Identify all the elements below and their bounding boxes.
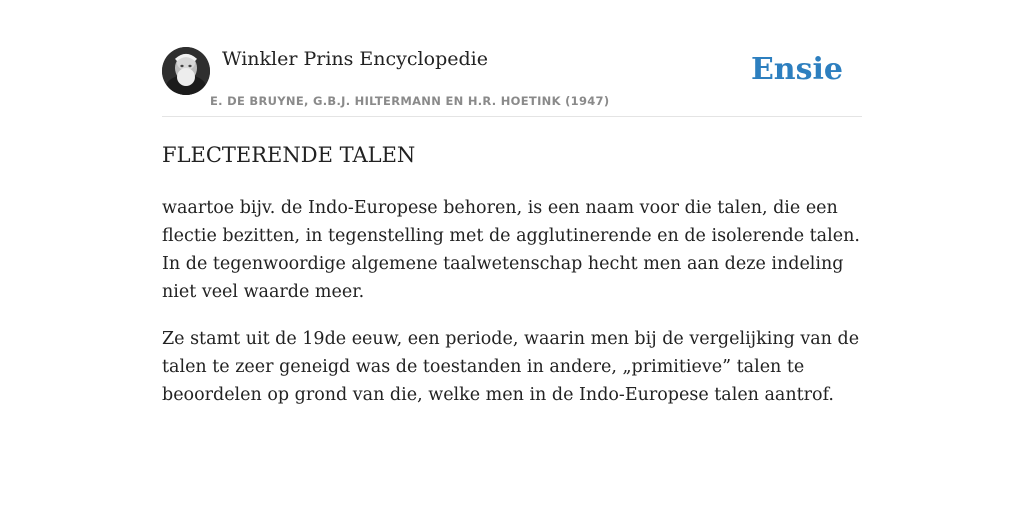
publication-authors: E. DE BRUYNE, G.B.J. HILTERMANN EN H.R. HOETINK (1947) <box>210 94 610 108</box>
article-paragraph: waartoe bijv. de Indo-Europese behoren, is een naam voor die talen, die een flectie bezitten, in tegenstelling met de agglutinerende en de isolerende talen. In de tegenwoordige algemene taalwetenschap hecht men aan deze indeling niet veel waarde meer. <box>162 198 860 302</box>
article-title: FLECTERENDE TALEN <box>162 143 416 167</box>
ensie-logo-link[interactable]: Ensie <box>750 52 843 87</box>
author-portrait-avatar <box>162 47 210 95</box>
publication-title: Winkler Prins Encyclopedie <box>222 48 488 70</box>
article <box>162 140 862 428</box>
publication-header <box>162 46 862 117</box>
article-paragraph: Ze stamt uit de 19de eeuw, een periode, waarin men bij de vergelijking van de talen te zeer geneigd was de toestanden in andere, „primitieve” talen te beoordelen op grond van die, welke men in de Indo-Europese talen aantrof. <box>162 329 860 405</box>
